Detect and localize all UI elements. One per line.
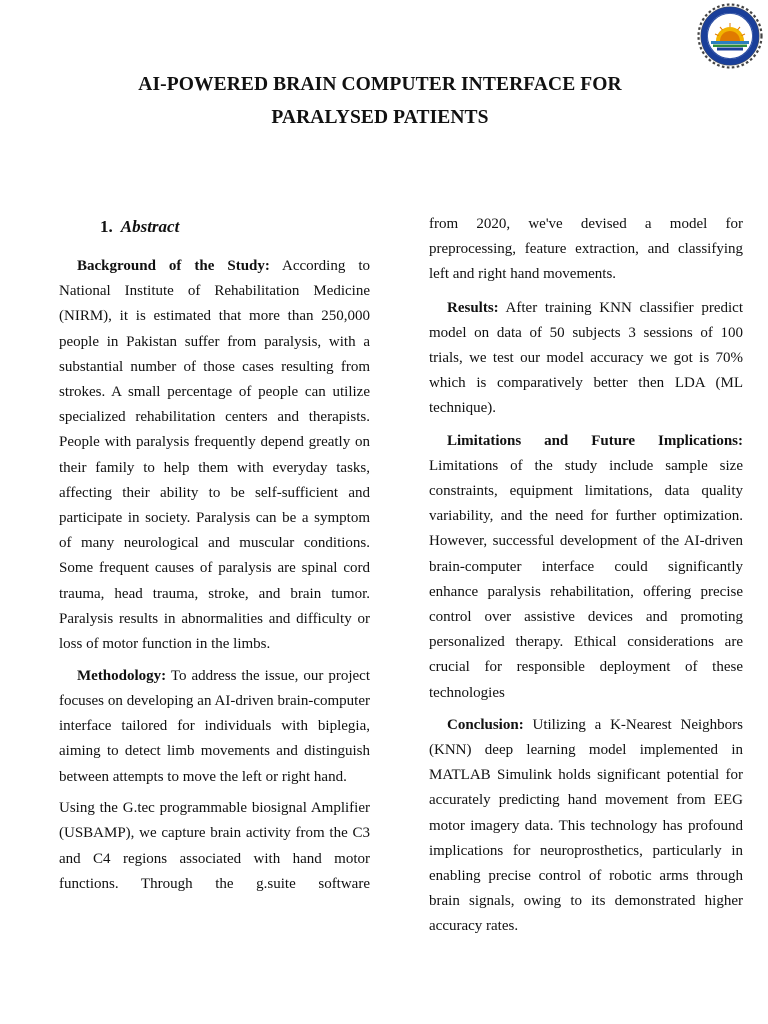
- section-number: 1.: [100, 217, 113, 236]
- paper-title-line-1: AI-POWERED BRAIN COMPUTER INTERFACE FOR: [138, 74, 622, 95]
- label-methodology: Methodology:: [77, 667, 167, 684]
- label-background: Background of the Study:: [77, 258, 270, 274]
- paragraph-conclusion: [429, 713, 743, 940]
- paragraph-methodology-continued: Using the G.tec programmable biosignal Amplifier (USBAMP), we capture brain activity from the C3 and C4 regions associated with hand motor functions. Through the g.suite software: [59, 800, 370, 892]
- text-limitations: Limitations of the study include sample size constraints, equipment limitations, data quality variability, and the need for further optimization. However, successful development of the AI-driven brain-computer interface could significantly enhance paralysis rehabilitation, offering precise control over assistive devices and promoting personalized therapy. Ethical considerations are crucial for responsible deployment of these technologies: [429, 457, 743, 701]
- paragraph-results: [429, 296, 743, 422]
- text-background: According to National Institute of Rehabilitation Medicine (NIRM), it is estimated that more than 250,000 people in Pakistan suffer from paralysis, with a substantial number of those cases resulting from strokes. A small percentage of people can utilize specialized rehabilitation centers and therapists. People with paralysis frequently depend greatly on their family to help them with everyday tasks, affecting their ability to be self-sufficient and participate in society. Paralysis can be a symptom of many neurological and muscular conditions. Some frequent causes of paralysis are spinal cord trauma, head trauma, stroke, and brain tumor. Paralysis results in abnormalities and difficulty or loss of motor function in the limbs.: [59, 258, 370, 653]
- label-conclusion: Conclusion:: [447, 716, 524, 733]
- text-conclusion: Utilizing a K-Nearest Neighbors (KNN) deep learning model implemented in MATLAB Simulink holds significant potential for accurately predicting hand movement from EEG motor imagery data. This technology has profound implications for neuroprosthetics, particularly in enabling precise control of robotic arms through brain signals, owing to its demonstrated higher accuracy rates.: [429, 716, 743, 935]
- left-column: [59, 212, 370, 904]
- paragraph-background: [59, 254, 370, 657]
- text-results: After training KNN classifier predict model on data of 50 subjects 3 sessions of 100 trials, we test our model accuracy we got is 70% which is comparatively better then LDA (ML technique).: [429, 299, 743, 417]
- paper-title: [60, 68, 700, 134]
- university-seal-logo: [697, 3, 763, 69]
- right-column: [429, 212, 743, 946]
- label-limitations: Limitations and Future Implications:: [447, 432, 743, 449]
- label-results: Results:: [447, 299, 499, 316]
- section-heading-abstract: [59, 212, 370, 242]
- paragraph-methodology: [59, 664, 370, 790]
- paper-title-line-2: PARALYSED PATIENTS: [271, 107, 489, 128]
- paragraph-limitations: [429, 429, 743, 706]
- paragraph-methodology-continued-right: from 2020, we've devised a model for preprocessing, feature extraction, and classifying left and right hand movements.: [429, 216, 743, 283]
- section-title: Abstract: [120, 217, 180, 236]
- text-methodology: To address the issue, our project focuses on developing an AI-driven brain-computer interface tailored for individuals with biplegia, aiming to detect limb movements and distinguish between attempts to move the left or right hand.: [59, 667, 370, 785]
